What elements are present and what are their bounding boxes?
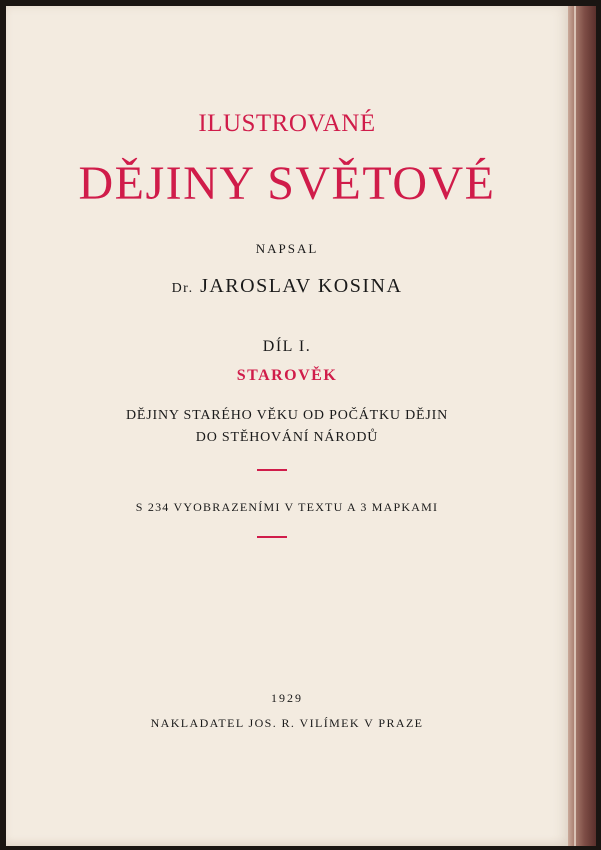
- title-page: [6, 6, 568, 846]
- title-top: ILUSTROVANÉ: [198, 110, 376, 137]
- volume-title: STAROVĚK: [236, 367, 338, 384]
- book-spine: [568, 6, 596, 846]
- author-name: JAROSLAV KOSINA: [200, 275, 403, 297]
- author-prefix: Dr.: [171, 281, 194, 296]
- divider-bottom: [257, 536, 287, 538]
- subtitle-line-1: DĚJINY STARÉHO VĚKU OD POČÁTKU DĚJIN: [125, 408, 449, 423]
- illustrations-note: S 234 VYOBRAZENÍMI V TEXTU A 3 MAPKAMI: [135, 500, 439, 514]
- publication-year: 1929: [271, 691, 303, 705]
- page-edge: [574, 6, 576, 846]
- subtitle-line-2: DO STĚHOVÁNÍ NÁRODŮ: [195, 430, 379, 445]
- main-title: DĚJINY SVĚTOVÉ: [78, 157, 496, 210]
- divider-top: [257, 469, 287, 471]
- volume-number: DÍL I.: [262, 338, 312, 355]
- author: [6, 275, 568, 298]
- byline-label: NAPSAL: [255, 241, 319, 256]
- publisher: NAKLADATEL JOS. R. VILÍMEK V PRAZE: [150, 716, 424, 730]
